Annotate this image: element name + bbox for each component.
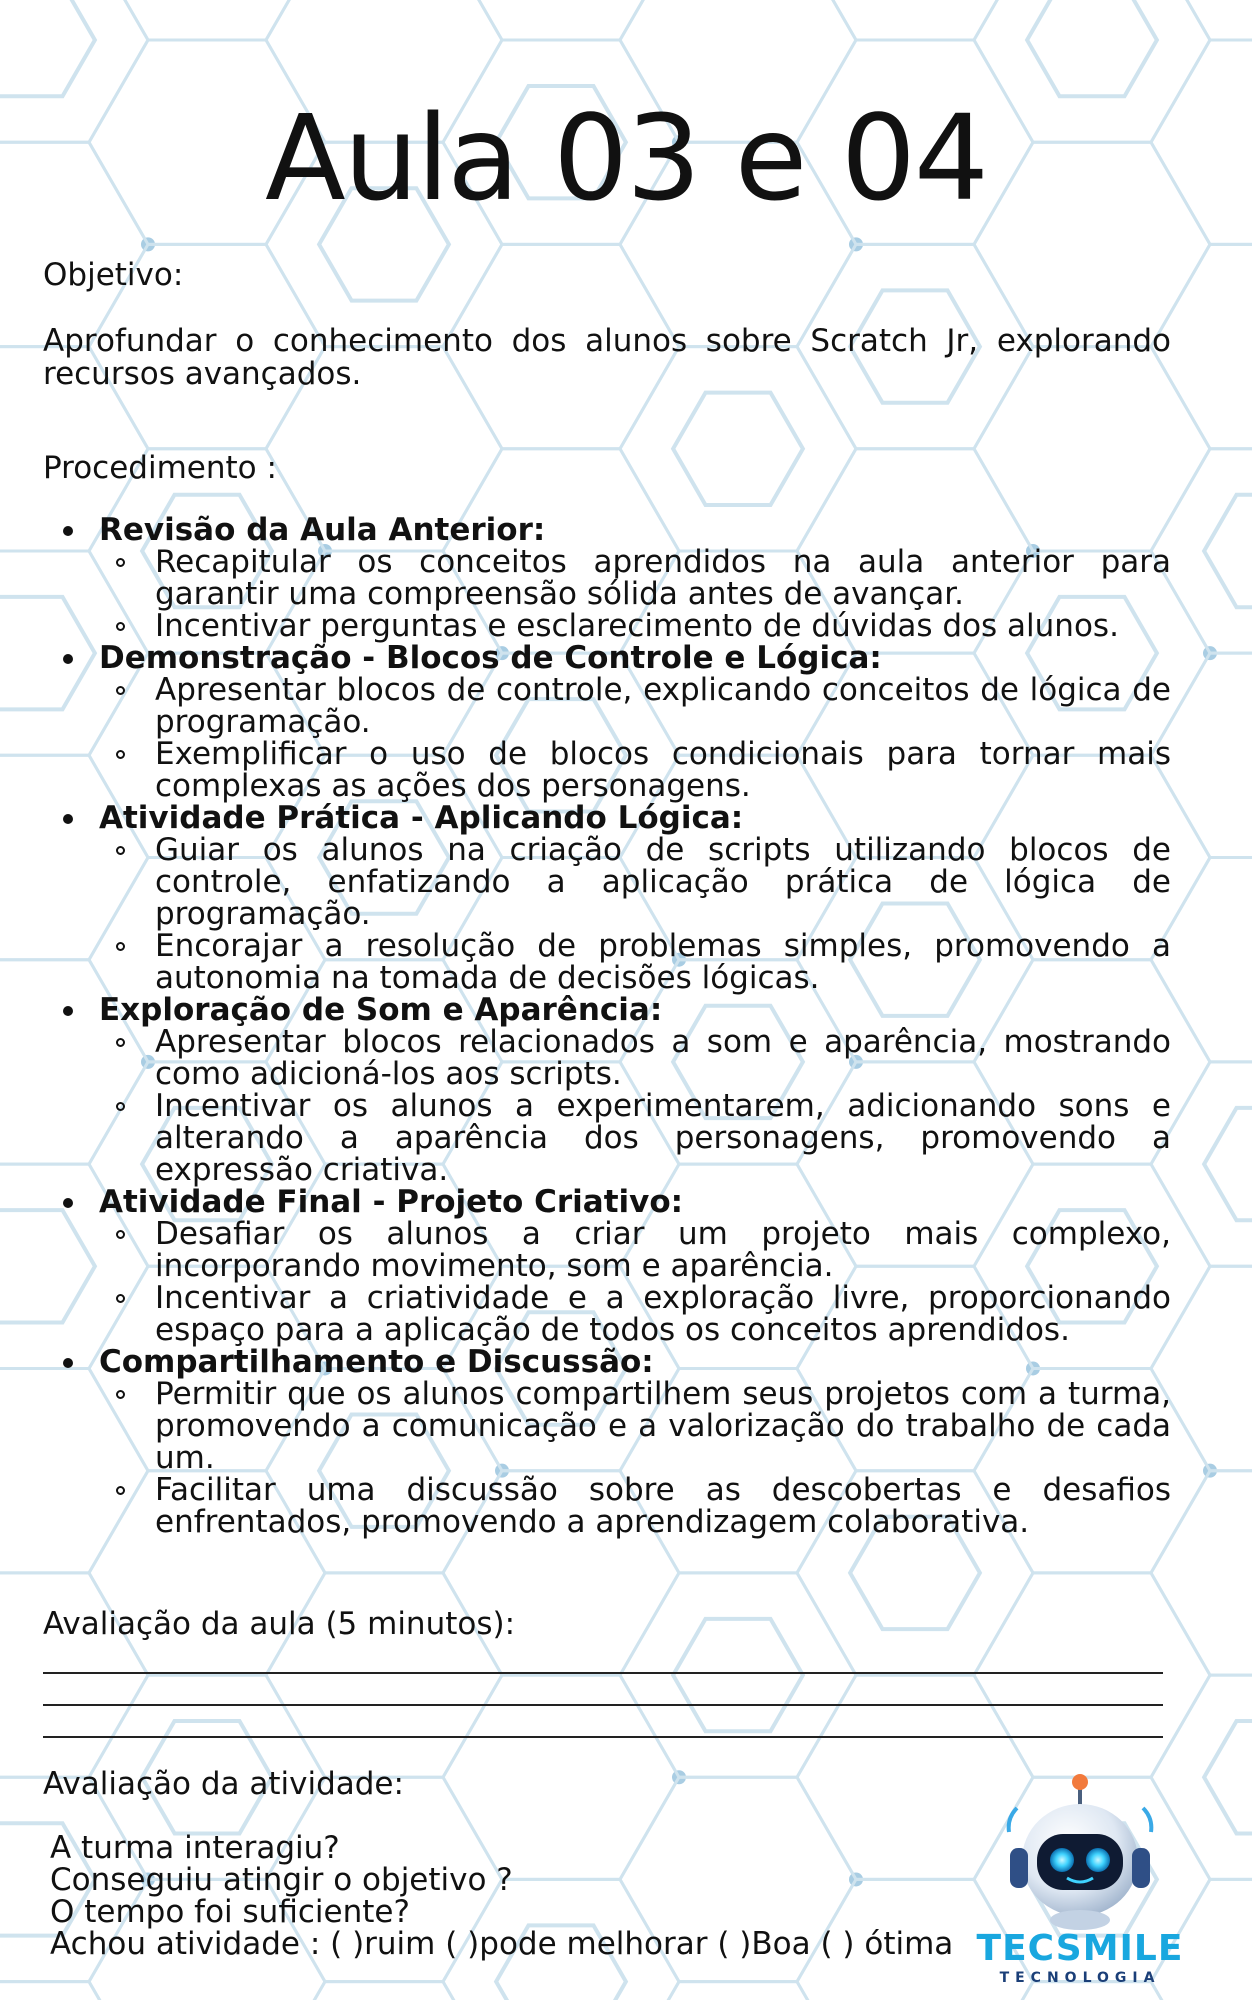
class-evaluation-label: Avaliação da aula (5 minutos): — [43, 1606, 516, 1642]
question-3: O tempo foi suficiente? — [50, 1894, 410, 1930]
section-items — [99, 1378, 1171, 1538]
section-item-text: Guiar os alunos na criação de scripts utilizando blocos de controle, enfatizando a aplicação prática de lógica de programação. — [155, 832, 1171, 932]
logo-subtitle: TECNOLOGIA — [999, 1970, 1161, 1986]
circle-bullet-icon — [116, 846, 125, 855]
bullet-icon — [63, 654, 73, 664]
circle-bullet-icon — [116, 686, 125, 695]
section-item — [99, 930, 1171, 994]
section-item — [99, 1218, 1171, 1282]
section-item-text: Incentivar os alunos a experimentarem, adicionando sons e alterando a aparência dos personagens, promovendo a expressão criativa. — [155, 1088, 1171, 1188]
procedure-list — [43, 514, 1171, 1538]
section-item-text: Permitir que os alunos compartilhem seus projetos com a turma, promovendo a comunicação e a valorização do trabalho de cada um. — [155, 1376, 1171, 1476]
question-2: Conseguiu atingir o objetivo ? — [50, 1862, 513, 1898]
section-item — [99, 546, 1171, 610]
circle-bullet-icon — [116, 1486, 125, 1495]
section-items — [99, 834, 1171, 994]
circle-bullet-icon — [116, 750, 125, 759]
procedure-section — [43, 802, 1171, 994]
section-items — [99, 546, 1171, 642]
section-heading: Atividade Prática - Aplicando Lógica: — [99, 800, 744, 836]
section-heading: Compartilhamento e Discussão: — [99, 1344, 654, 1380]
procedure-section — [43, 994, 1171, 1186]
section-item-text: Exemplificar o uso de blocos condicionais para tornar mais complexas as ações dos personagens. — [155, 736, 1171, 804]
bullet-icon — [63, 1006, 73, 1016]
circle-bullet-icon — [116, 622, 125, 631]
question-4: Achou atividade : ( )ruim ( )pode melhorar ( )Boa ( ) ótima — [50, 1926, 954, 1962]
section-item — [99, 1474, 1171, 1538]
section-items — [99, 674, 1171, 802]
circle-bullet-icon — [116, 1390, 125, 1399]
section-item-text: Incentivar perguntas e esclarecimento de dúvidas dos alunos. — [155, 608, 1119, 644]
answer-line[interactable] — [43, 1736, 1163, 1738]
answer-line[interactable] — [43, 1704, 1163, 1706]
section-item-text: Facilitar uma discussão sobre as descobertas e desafios enfrentados, promovendo a aprendizagem colaborativa. — [155, 1472, 1171, 1540]
circle-bullet-icon — [116, 558, 125, 567]
objective-label: Objetivo: — [43, 257, 184, 293]
circle-bullet-icon — [116, 1038, 125, 1047]
circle-bullet-icon — [116, 1102, 125, 1111]
section-item — [99, 674, 1171, 738]
logo-wordmark: TECSMILE — [976, 1928, 1184, 1969]
section-item-text: Incentivar a criatividade e a exploração livre, proporcionando espaço para a aplicação de todos os conceitos aprendidos. — [155, 1280, 1171, 1348]
section-items — [99, 1026, 1171, 1186]
circle-bullet-icon — [116, 1294, 125, 1303]
section-item — [99, 738, 1171, 802]
procedure-section — [43, 514, 1171, 642]
section-items — [99, 1218, 1171, 1346]
section-item — [99, 610, 1171, 642]
section-item-text: Apresentar blocos de controle, explicando conceitos de lógica de programação. — [155, 672, 1171, 740]
tecsmile-logo — [965, 1760, 1195, 1990]
activity-evaluation-label: Avaliação da atividade: — [43, 1766, 404, 1802]
section-item — [99, 1090, 1171, 1186]
section-item-text: Apresentar blocos relacionados a som e aparência, mostrando como adicioná-los aos scripts. — [155, 1024, 1171, 1092]
section-heading: Atividade Final - Projeto Criativo: — [99, 1184, 684, 1220]
section-item — [99, 1378, 1171, 1474]
objective-text: Aprofundar o conhecimento dos alunos sobre Scratch Jr, explorando recursos avançados. — [43, 323, 1171, 392]
section-heading: Demonstração - Blocos de Controle e Lógica: — [99, 640, 882, 676]
procedure-label: Procedimento : — [43, 450, 277, 486]
section-item — [99, 1026, 1171, 1090]
bullet-icon — [63, 1198, 73, 1208]
circle-bullet-icon — [116, 942, 125, 951]
answer-line[interactable] — [43, 1672, 1163, 1674]
procedure-section — [43, 1346, 1171, 1538]
bullet-icon — [63, 526, 73, 536]
section-item — [99, 834, 1171, 930]
procedure-section — [43, 642, 1171, 802]
page-title: Aula 03 e 04 — [264, 89, 988, 227]
section-heading: Revisão da Aula Anterior: — [99, 512, 546, 548]
section-item-text: Encorajar a resolução de problemas simples, promovendo a autonomia na tomada de decisões lógicas. — [155, 928, 1171, 996]
circle-bullet-icon — [116, 1230, 125, 1239]
procedure-section — [43, 1186, 1171, 1346]
section-item-text: Recapitular os conceitos aprendidos na aula anterior para garantir uma compreensão sólida antes de avançar. — [155, 544, 1171, 612]
bullet-icon — [63, 1358, 73, 1368]
section-item — [99, 1282, 1171, 1346]
bullet-icon — [63, 814, 73, 824]
activity-evaluation-questions — [50, 1832, 953, 1960]
question-1: A turma interagiu? — [50, 1830, 340, 1866]
section-heading: Exploração de Som e Aparência: — [99, 992, 663, 1028]
section-item-text: Desafiar os alunos a criar um projeto mais complexo, incorporando movimento, som e aparência. — [155, 1216, 1171, 1284]
